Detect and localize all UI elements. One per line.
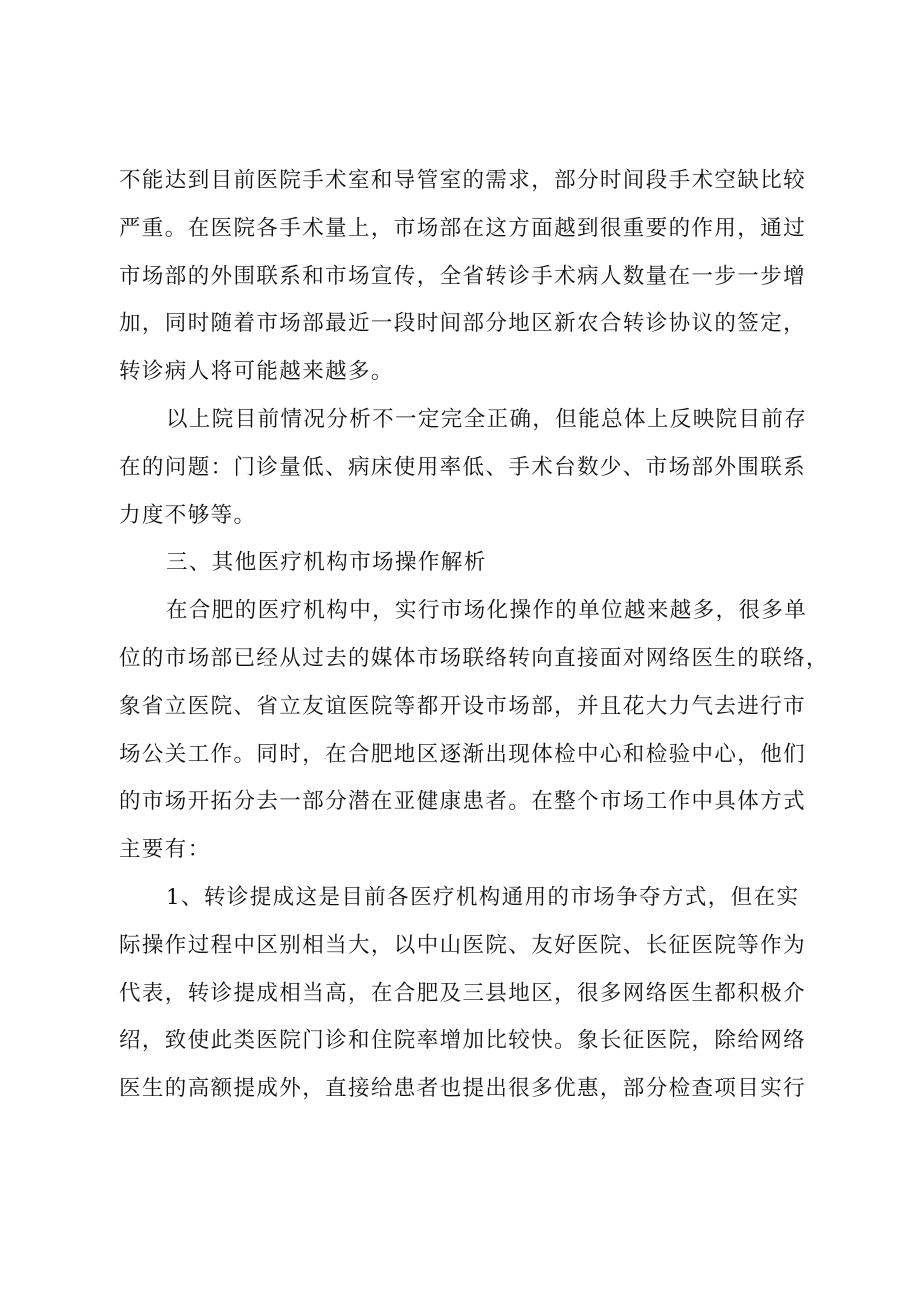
text-line: 代表，转诊提成相当高，在合肥及三县地区，很多网络医生都积极介 [119,980,807,1006]
text-line: 以上院目前情况分析不一定完全正确，但能总体上反映院目前存 [166,406,808,432]
text-line: 医生的高额提成外，直接给患者也提出很多优惠，部分检查项目实行 [119,1076,807,1102]
text-line: 1、转诊提成这是目前各医疗机构通用的市场争夺方式，但在实 [166,884,800,910]
text-line: 在合肥的医疗机构中，实行市场化操作的单位越来越多，很多单 [166,598,808,624]
text-line: 位的市场部已经从过去的媒体市场联络转向直接面对网络医生的联络， [119,645,829,671]
text-line: 际操作过程中区别相当大，以中山医院、友好医院、长征医院等作为 [119,932,807,958]
text-line: 市场部的外围联系和市场宣传，全省转诊手术病人数量在一步一步增 [119,263,807,289]
text-line: 象省立医院、省立友谊医院等都开设市场部，并且花大力气去进行市 [119,693,807,719]
document-body [119,157,829,1113]
text-line: 加，同时随着市场部最近一段时间部分地区新农合转诊协议的签定， [119,311,807,337]
text-line: 严重。在医院各手术量上，市场部在这方面越到很重要的作用，通过 [119,215,807,241]
text-line: 力度不够等。 [119,502,257,528]
text-line: 主要有： [119,837,211,863]
text-line: 转诊病人将可能越来越多。 [119,359,394,385]
text-line: 的市场开拓分去一部分潜在亚健康患者。在整个市场工作中具体方式 [119,789,807,815]
text-line: 场公关工作。同时，在合肥地区逐渐出现体检中心和检验中心，他们 [119,741,807,767]
text-line: 在的问题：门诊量低、病床使用率低、手术台数少、市场部外围联系 [119,454,807,480]
text-line: 绍，致使此类医院门诊和住院率增加比较快。象长征医院，除给网络 [119,1028,807,1054]
text-line: 不能达到目前医院手术室和导管室的需求，部分时间段手术空缺比较 [119,168,807,193]
text-line: 三、其他医疗机构市场操作解析 [166,550,487,576]
